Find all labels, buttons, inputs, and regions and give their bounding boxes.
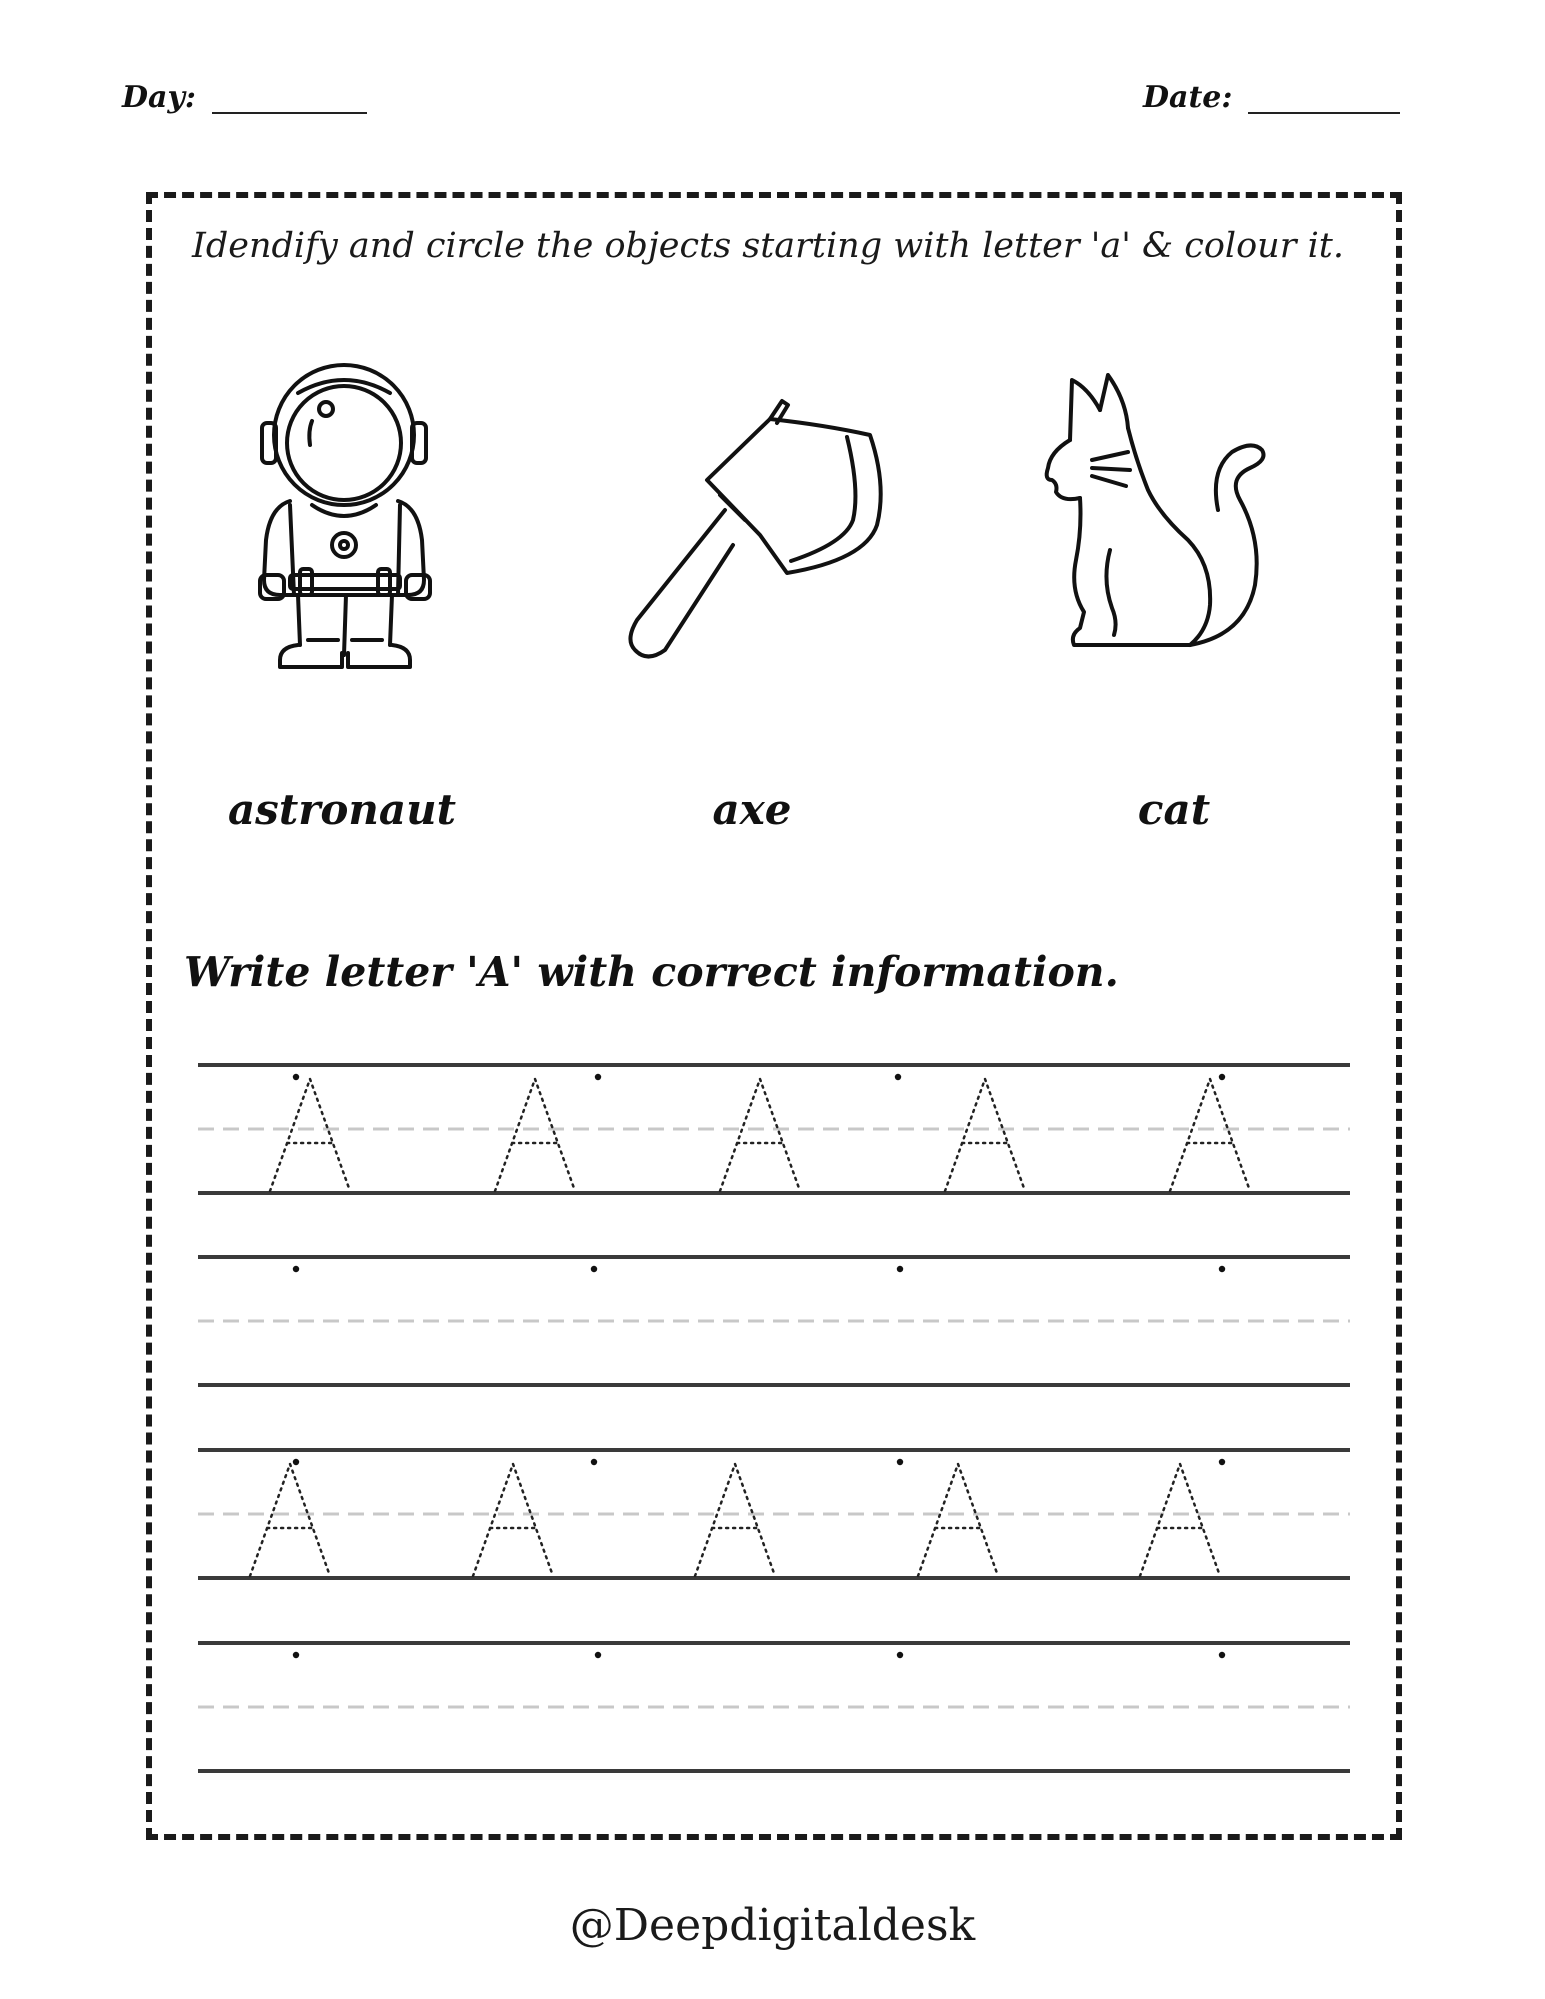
instruction-text: Idendify and circle the objects starting with letter 'a' & colour it. [192,226,1344,266]
traced-letter-a [918,1464,998,1576]
object-label-astronaut: astronaut [227,785,457,834]
start-dot [1219,1266,1225,1272]
start-dot [591,1266,597,1272]
traced-letter-a [720,1079,800,1191]
traced-letter-a [250,1464,330,1576]
start-dot [1219,1074,1225,1080]
start-dot [897,1652,903,1658]
start-dot [595,1074,601,1080]
start-dot [897,1266,903,1272]
traced-letter-a [1140,1464,1220,1576]
day-label: Day: [122,80,196,115]
start-dot [293,1074,299,1080]
traced-letter-a [695,1464,775,1576]
traced-letter-a [495,1079,575,1191]
writing-section-title: Write letter 'A' with correct information. [184,948,1119,996]
traced-letter-a [1170,1079,1250,1191]
start-dot [293,1652,299,1658]
start-dot [1219,1459,1225,1465]
start-dot [1219,1652,1225,1658]
start-dot [591,1459,597,1465]
date-label: Date: [1143,80,1233,115]
start-dot [897,1459,903,1465]
object-label-cat: cat [1137,785,1211,834]
object-label-axe: axe [712,785,792,834]
start-dot [595,1652,601,1658]
start-dot [895,1074,901,1080]
traced-letter-a [473,1464,553,1576]
footer-handle: @Deepdigitaldesk [569,1900,976,1951]
start-dot [293,1459,299,1465]
traced-letter-a [945,1079,1025,1191]
traced-letter-a [270,1079,350,1191]
start-dot [293,1266,299,1272]
